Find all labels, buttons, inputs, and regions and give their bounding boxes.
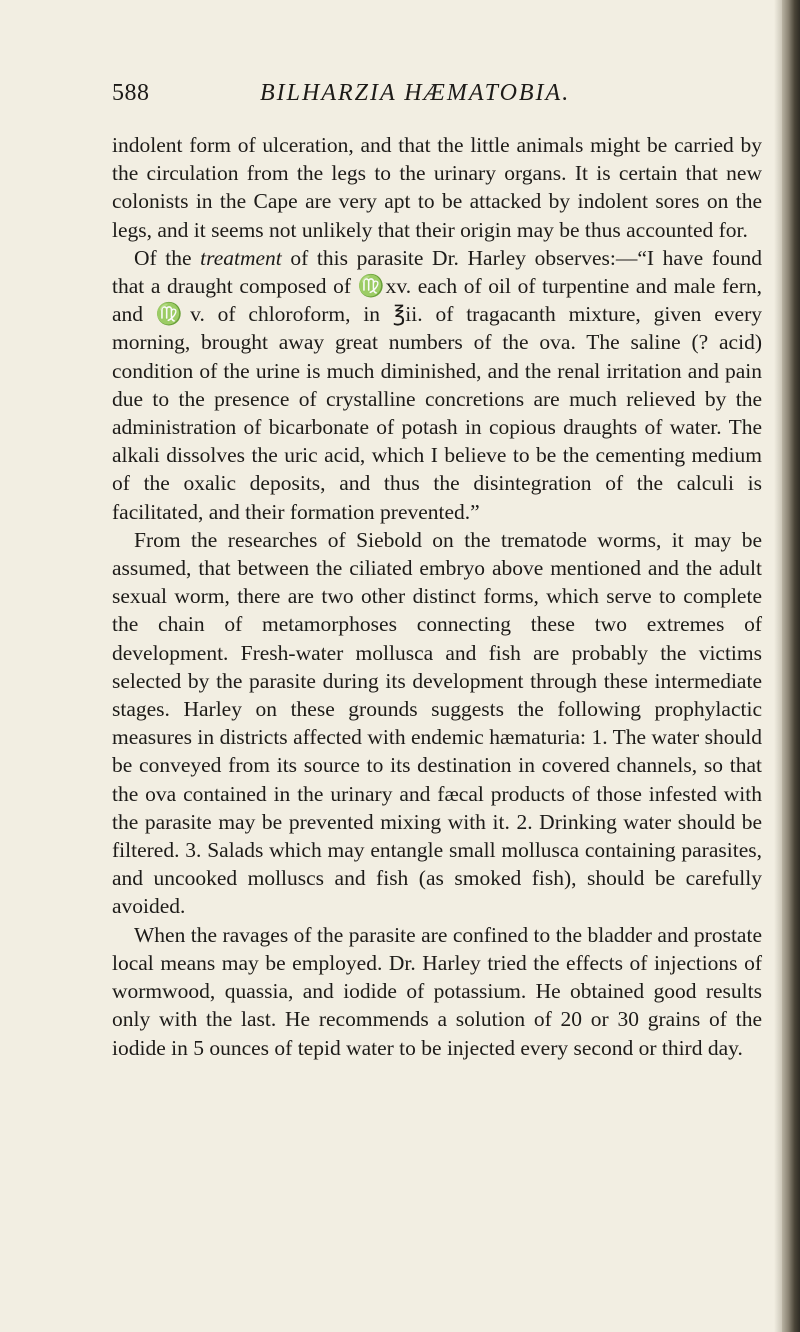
paragraph-treatment [112,244,762,526]
running-head [112,80,762,120]
treatment-quotation: of this parasite Dr. Harley observes:—“I have found that a draught composed of ♍xv. each of oil of turpentine and male fern, and ♍v. of chloroform, in ℥ii. of tragacanth mixture, given every morning, brought away great numbers of the ova. The saline (? acid) condition of the urine is much diminished, and the renal irritation and pain due to the presence of crystalline concretions are much relieved by the administration of bicarbonate of potash in copious draughts of water. The alkali dissolves the uric acid, which I believe to be the cementing medium of the oxalic deposits, and thus the disintegration of the calculi is facilitated, and their formation prevented.” [112,245,762,524]
book-spine [782,0,800,1332]
paragraph-continuation: indolent form of ulceration, and that the little animals might be carried by the circulation from the legs to the urinary organs. It is certain that new colonists in the Cape are very apt to be attacked by indolent sores on the legs, and it seems not unlikely that their origin may be thus accounted for. [112,133,762,242]
treatment-italic: treatment [200,245,282,270]
running-title: BILHARZIA HÆMATOBIA. [260,80,571,106]
page-number: 588 [112,80,150,106]
page-edge-shadow [774,0,782,1332]
treatment-lead-in: Of the [134,245,201,270]
paragraph-local-treatment: When the ravages of the parasite are confined to the bladder and prostate local means may be employed. Dr. Harley tried the effects of injections of wormwood, quassia, and iodide of potassium. He obtained good results only with the last. He recommends a solution of 20 or 30 grains of the iodide in 5 ounces of tepid water to be injected every second or third day. [112,922,762,1060]
paragraph-prophylaxis: From the researches of Siebold on the trematode worms, it may be assumed, that between the ciliated embryo above mentioned and the adult sexual worm, there are two other distinct forms, which serve to complete the chain of metamorphoses connecting these two extremes of development. Fresh-water mollusca and fish are probably the victims selected by the parasite during its development through these intermediate stages. Harley on these grounds suggests the following prophylactic measures in districts affected with endemic hæmaturia: 1. The water should be conveyed from its source to its destination in covered channels, so that the ova contained in the urinary and fæcal products of those infested with the parasite may be prevented mixing with it. 2. Drinking water should be filtered. 3. Salads which may entangle small mollusca containing parasites, and uncooked molluscs and fish (as smoked fish), should be carefully avoided. [112,527,762,919]
body-text [112,131,762,1062]
